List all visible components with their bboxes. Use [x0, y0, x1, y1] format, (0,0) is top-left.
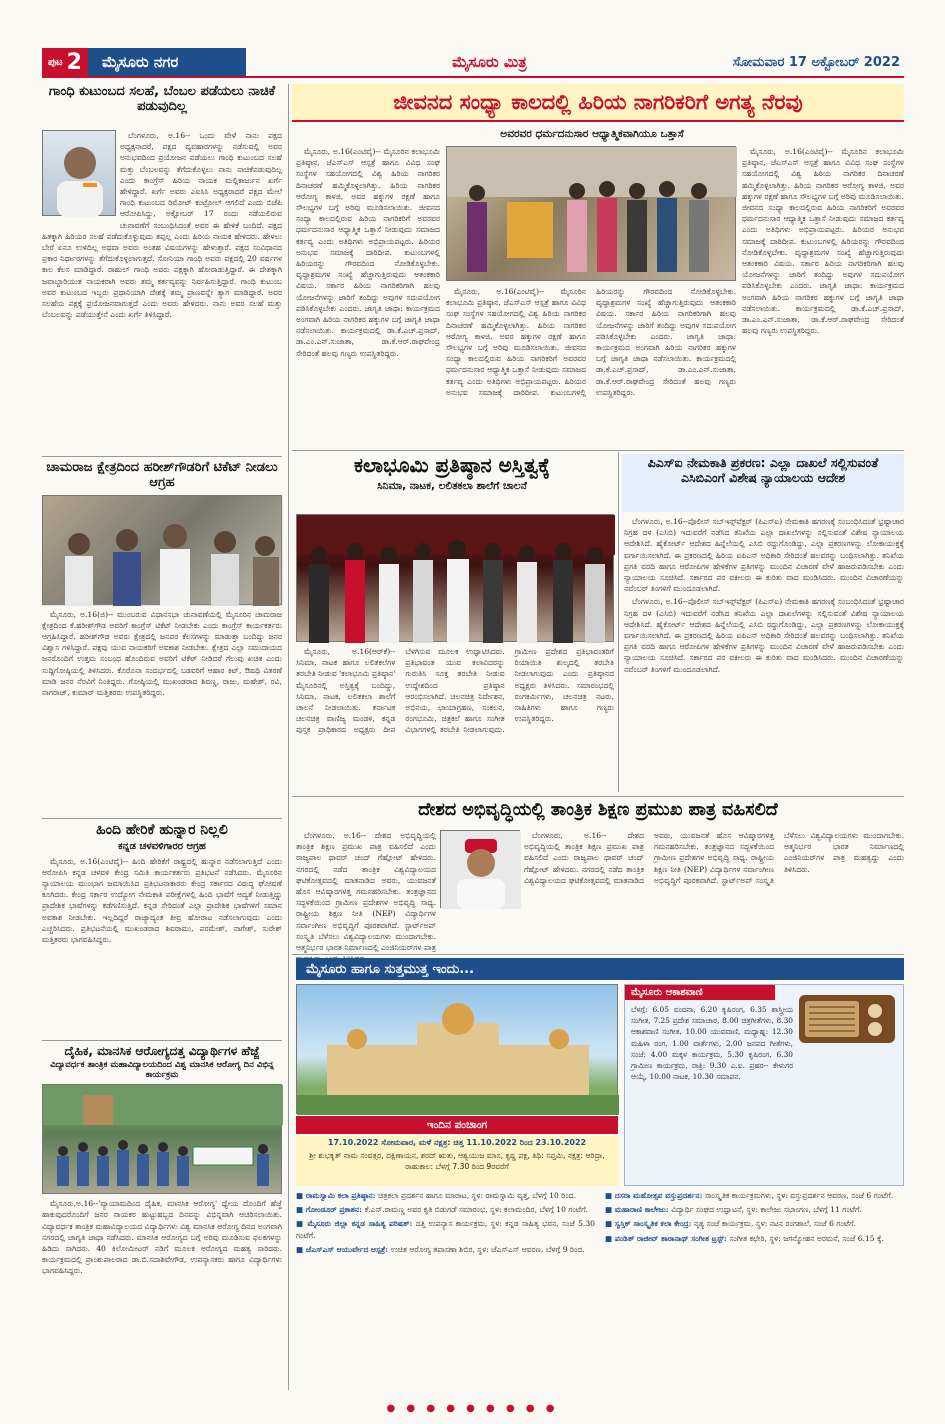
event-item [605, 1218, 904, 1229]
story-divider [292, 796, 904, 797]
page-header [42, 48, 904, 78]
kalabhumi-photo [296, 514, 614, 642]
event-item [605, 1233, 904, 1244]
kalabhumi-head [292, 454, 612, 510]
article-body: ಮೈಸೂರು, ಅ.16(ಎಂಟಿವೈ)-- ಹಿಂದಿ ಹೇರಿಕೆಗೆ ರಾಷ್ಟ್ರದಲ್ಲಿ ಹುನ್ನಾರ ನಡೆಸಲಾಗುತ್ತಿದೆ ಎಂದು ಆರೋಪಿಸಿ ಕನ್ನಡ ಚಳವಳಿ ಕೇಂದ್ರ ಸಮಿತಿ ಕಾರ್ಯಕರ್ತರು ಪ್ರತಿಭಟನೆ ನಡೆಸಿದರು. ಮೈಸೂರಿನ ನ್ಯಾಯಾಲಯ ಮುಂಭಾಗ ಜಮಾಯಿಸಿದ ಪ್ರತಿಭಟನಾಕಾರರು ಕೇಂದ್ರ ಸರ್ಕಾರದ ವಿರುದ್ಧ ಘೋಷಣೆ ಕೂಗಿದರು. ಕೇಂದ್ರ ಸರ್ಕಾರ ಉದ್ಯೋಗ ನೇಮಕಾತಿ ಪರೀಕ್ಷೆಗಳಲ್ಲಿ ಹಿಂದಿ ಭಾಷೆಗೆ ಆದ್ಯತೆ ನೀಡುತ್ತಿದ್ದು ಪ್ರಾದೇಶಿಕ ಭಾಷೆಗಳನ್ನು ಕಡೆಗಣಿಸುತ್ತಿದೆ. ಕನ್ನಡ ಸೇರಿದಂತೆ ಎಲ್ಲಾ ಪ್ರಾದೇಶಿಕ ಭಾಷೆಗಳಿಗೆ ಸಮಾನ ಅವಕಾಶ ನೀಡಬೇಕು. ಇಲ್ಲದಿದ್ದರೆ ರಾಜ್ಯಾದ್ಯಂತ ತೀವ್ರ ಹೋರಾಟ ನಡೆಸಲಾಗುವುದು ಎಂದು ಎಚ್ಚರಿಸಿದರು. ಪ್ರತಿಭಟನೆಯಲ್ಲಿ ಮುಖಂಡರಾದ ಶಿವರಾಮು, ಪರಮೇಶ್, ನಾಗೇಶ್, ಸುರೇಶ್ ಮತ್ತಿತರರು ಭಾಗವಹಿಸಿದ್ದರು. [42, 856, 282, 944]
story-gandhi [42, 84, 282, 454]
story-divider [42, 818, 282, 819]
tech-col-1: ಬೆಂಗಳೂರು, ಅ.16-- ದೇಶದ ಅಭಿವೃದ್ಧಿಯಲ್ಲಿ ತಾಂತ್ರಿಕ ಶಿಕ್ಷಣ ಪ್ರಮುಖ ಪಾತ್ರ ವಹಿಸಲಿದೆ ಎಂದು ರಾಜ್ಯಪಾಲ ಥಾವರ್ ಚಂದ್ ಗೆಹ್ಲೋಟ್ ಹೇಳಿದರು. ನಗರದಲ್ಲಿ ನಡೆದ ತಾಂತ್ರಿಕ ವಿಶ್ವವಿದ್ಯಾಲಯದ ಘಟಿಕೋತ್ಸವದಲ್ಲಿ ಮಾತನಾಡಿದ ಅವರು, ಯುವಜನತೆ ಹೊಸ ಆವಿಷ್ಕಾರಗಳತ್ತ ಗಮನಹರಿಸಬೇಕು. ತಂತ್ರಜ್ಞಾನದ ಸದ್ಬಳಕೆಯಿಂದ ಗ್ರಾಮೀಣ ಪ್ರದೇಶಗಳ ಅಭಿವೃದ್ಧಿ ಸಾಧ್ಯ. ರಾಷ್ಟ್ರೀಯ ಶಿಕ್ಷಣ ನೀತಿ (NEP) ವಿದ್ಯಾರ್ಥಿಗಳ ಸರ್ವಾಂಗೀಣ ಅಭಿವೃದ್ಧಿಗೆ ಪೂರಕವಾಗಿದೆ. ಸ್ಟಾರ್ಟ್‌ಅಪ್ ಸಂಸ್ಕೃತಿ ಬೆಳೆಸಲು ವಿಶ್ವವಿದ್ಯಾಲಯಗಳು ಮುಂದಾಗಬೇಕು. ಆತ್ಮನಿರ್ಭರ ಭಾರತ ನಿರ್ಮಾಣದಲ್ಲಿ ಎಂಜಿನಿಯರ್‌ಗಳ ಪಾತ್ರ [296, 831, 436, 953]
event-text: ವಿದ್ಯಾರ್ಥಿ ಸಂಘದ ಉದ್ಘಾಟನೆ, ಸ್ಥಳ: ಕಾಲೇಜು ಸಭಾಂಗಣ, ಬೆಳಗ್ಗೆ 11 ಗಂಟೆಗೆ. [671, 1205, 862, 1215]
event-text: ದತ್ತಿ ಉಪನ್ಯಾಸ ಕಾರ್ಯಕ್ರಮ, ಸ್ಥಳ: ಕನ್ನಡ ಸಾಹಿತ್ಯ ಭವನ, ಸಂಜೆ 5.30 ಗಂಟೆಗೆ. [296, 1219, 595, 1240]
article-body: ಮೈಸೂರು, ಅ.16(ಜಿ)-- ಮುಂಬರುವ ವಿಧಾನಸಭಾ ಚುನಾವಣೆಯಲ್ಲಿ ಮೈಸೂರಿನ ಚಾಮರಾಜ ಕ್ಷೇತ್ರದಿಂದ ಕೆ.ಹರೀಶ್‌ಗೌಡ ಅವರಿಗೆ ಕಾಂಗ್ರೆಸ್ ಟಿಕೆಟ್ ನೀಡಬೇಕು ಎಂದು ಕಾಂಗ್ರೆಸ್ ಕಾರ್ಯಕರ್ತರು ಆಗ್ರಹಿಸಿದ್ದಾರೆ. ಹರೀಶ್‌ಗೌಡ ಅವರು ಕ್ಷೇತ್ರದಲ್ಲಿ ಜನಪರ ಕೆಲಸಗಳನ್ನು ಮಾಡುತ್ತಾ ಬಂದಿದ್ದು ಜನರ ವಿಶ್ವಾಸ ಗಳಿಸಿದ್ದಾರೆ. ಪಕ್ಷವು ಯುವ ನಾಯಕರಿಗೆ ಅವಕಾಶ ನೀಡಬೇಕು. ಕ್ಷೇತ್ರದ ಎಲ್ಲಾ ಸಮುದಾಯದ ಜನರೊಂದಿಗೆ ಉತ್ತಮ ಸಂಬಂಧ ಹೊಂದಿರುವ ಅವರಿಗೆ ಟಿಕೆಟ್ ನೀಡಿದರೆ ಗೆಲುವು ಖಚಿತ ಎಂದು ಸುದ್ದಿಗೋಷ್ಠಿಯಲ್ಲಿ ತಿಳಿಸಿದರು. ಕೊರೊನಾ ಸಂದರ್ಭದಲ್ಲಿ ಬಡವರಿಗೆ ಆಹಾರ ಕಿಟ್, ಔಷಧಿ ವಿತರಣೆ ಮಾಡಿ ಜನರ ನೆರವಿಗೆ ನಿಂತಿದ್ದರು. ಗೋಷ್ಠಿಯಲ್ಲಿ ಮುಖಂಡರಾದ ಶಿವಣ್ಣ, ರಾಜು, ಮಹೇಶ್, ರವಿ, ನಾಗರಾಜ್, ಕುಮಾರ್ ಮತ್ತಿತರರು ಉಪಸ್ಥಿತರಿದ್ದರು. [42, 609, 282, 698]
event-title: ■ ಜೆಎಸ್‌ಎಸ್ ಆಯುರ್ವೇದ ಆಸ್ಪತ್ರೆ: [296, 1244, 391, 1254]
event-title: ■ ಪಂಡಿತ್ ರಾಜೀವ್ ತಾರಾನಾಥ್ ಸಂಗೀತ ಟ್ರಸ್ಟ್: [605, 1233, 730, 1243]
page-number: 2 [66, 49, 82, 75]
headline: ದೇಶದ ಅಭಿವೃದ್ಧಿಯಲ್ಲಿ ತಾಂತ್ರಿಕ ಶಿಕ್ಷಣ ಪ್ರಮುಖ ಪಾತ್ರ ವಹಿಸಲಿದೆ [418, 800, 778, 820]
event-text: ಸಾಂಸ್ಕೃತಿಕ ಕಾರ್ಯಕ್ರಮಗಳು, ಸ್ಥಳ: ವಸ್ತುಪ್ರದರ್ಶನ ಆವರಣ, ಸಂಜೆ 6 ಗಂಟೆಗೆ. [705, 1191, 894, 1200]
event-item [296, 1204, 595, 1215]
senior-col-1: ಮೈಸೂರು, ಅ.16(ಎಂಟಿವೈ)-- ಮೈಸೂರಿನ ಕಲಾಭೂಮಿ ಪ್ರತಿಷ್ಠಾನ, ಜೆಎಸ್‌ಎಸ್ ಆಸ್ಪತ್ರೆ ಹಾಗೂ ವಿವಿಧ ಸಂಘ ಸಂಸ್ಥೆಗಳ ಸಹಯೋಗದಲ್ಲಿ ವಿಶ್ವ ಹಿರಿಯ ನಾಗರಿಕರ ದಿನಾಚರಣೆ ಹಮ್ಮಿಕೊಳ್ಳಲಾಗಿತ್ತು. ಹಿರಿಯ ನಾಗರಿಕರ ಆರೋಗ್ಯ ಕಾಳಜಿ, ಅವರ ಹಕ್ಕುಗಳ ರಕ್ಷಣೆ ಹಾಗೂ ಸೌಲಭ್ಯಗಳ ಬಗ್ಗೆ ಅರಿವು ಮೂಡಿಸಲಾಯಿತು. ಜೀವನದ ಸಂಧ್ಯಾ ಕಾಲದಲ್ಲಿರುವ ಹಿರಿಯ ನಾಗರಿಕರಿಗೆ ಅವರವರ ಧರ್ಮದನುಸಾರ ಆಧ್ಯಾತ್ಮಿಕ ಒತ್ತಾಸೆ ನೀಡುವುದು ಸಮಾಜದ ಕರ್ತವ್ಯ ಎಂದು ಅತಿಥಿಗಳು ಅಭಿಪ್ರಾಯಪಟ್ಟರು. ಹಿರಿಯರ ಅನುಭವ ಸಮಾಜಕ್ಕೆ ದಾರಿದೀಪ. ಕುಟುಂಬಗಳಲ್ಲಿ ಹಿರಿಯರನ್ನು ಗೌರವದಿಂದ ನೋಡಿಕೊಳ್ಳಬೇಕು. ವೃದ್ಧಾಶ್ರಮಗಳ ಸಂಖ್ಯೆ ಹೆಚ್ಚಾಗುತ್ತಿರುವುದು ಆತಂಕಕಾರಿ ವಿಷಯ. ಸರ್ಕಾರ ಹಿರಿಯ ನಾಗರಿಕರಿಗಾಗಿ ಹಲವು ಯೋಜನೆಗಳನ್ನು ಜಾರಿಗೆ ತಂದಿದ್ದು ಅವುಗಳ ಸದುಪಯೋಗ ಪಡಿಸಿಕೊಳ್ಳಬೇಕು ಎಂದರು. ಜಾಗೃತಿ ಜಾಥಾ: ಕಾರ್ಯಕ್ರಮದ ಅಂಗವಾಗಿ ಹಿರಿಯ ನಾಗರಿಕರ ಹಕ್ಕುಗಳ ಬಗ್ಗೆ ಜಾಗೃತಿ ಜಾಥಾ ನಡೆಸಲಾಯಿತು. ಕಾರ್ಯಕ್ರಮದಲ್ಲಿ ಡಾ.ಕೆ.ಎಚ್.ಪ್ರಸಾದ್, ಡಾ.ಎಂ.ಎನ್.ಸುಜಾತಾ, ಡಾ.ಕೆ.ಆರ್.ರಾಘವೇಂದ್ರ ಸೇರಿದಂತೆ ಹಲವು ಗಣ್ಯರು ಉಪಸ್ಥಿತರಿದ್ದರು. [296, 147, 440, 358]
tech-col-2: ಬೆಂಗಳೂರು, ಅ.16-- ದೇಶದ ಅಭಿವೃದ್ಧಿಯಲ್ಲಿ ತಾಂತ್ರಿಕ ಶಿಕ್ಷಣ ಪ್ರಮುಖ ಪಾತ್ರ ವಹಿಸಲಿದೆ ಎಂದು ರಾಜ್ಯಪಾಲ ಥಾವರ್ ಚಂದ್ ಗೆಹ್ಲೋಟ್ ಹೇಳಿದರು. ನಗರದಲ್ಲಿ ನಡೆದ ತಾಂತ್ರಿಕ ವಿಶ್ವವಿದ್ಯಾಲಯದ ಘಟಿಕೋತ್ಸವದಲ್ಲಿ ಮಾತನಾಡಿದ ಅವರು, ಯುವಜನತೆ ಹೊಸ ಆವಿಷ್ಕಾರಗಳತ್ತ ಗಮನಹರಿಸಬೇಕು. ತಂತ್ರಜ್ಞಾನದ ಸದ್ಬಳಕೆಯಿಂದ ಗ್ರಾಮೀಣ ಪ್ರದೇಶಗಳ ಅಭಿವೃದ್ಧಿ ಸಾಧ್ಯ. ರಾಷ್ಟ್ರೀಯ ಶಿಕ್ಷಣ ನೀತಿ (NEP) ವಿದ್ಯಾರ್ಥಿಗಳ ಸರ್ವಾಂಗೀಣ ಅಭಿವೃದ್ಧಿಗೆ ಪೂರಕವಾಗಿದೆ. ಸ್ಟಾರ್ಟ್‌ಅಪ್ ಸಂಸ್ಕೃತಿ ಬೆಳೆಸಲು ವಿಶ್ವವಿದ್ಯಾಲಯಗಳು ಮುಂದಾಗಬೇಕು. ಆತ್ಮನಿರ್ಭರ ಭಾರತ ನಿರ್ಮಾಣದಲ್ಲಿ ಎಂಜಿನಿಯರ್‌ಗಳ ಪಾತ್ರ ಮಹತ್ವದ್ದು ಎಂದು ತಿಳಿಸಿದರು. [524, 831, 904, 885]
event-title: ■ ದಸರಾ ಮಹೋತ್ಸವ ವಸ್ತುಪ್ರದರ್ಶನ: [605, 1191, 706, 1200]
palace-photo [296, 984, 618, 1114]
event-title: ■ ರಾಮಸ್ವಾಮಿ ಕಲಾ ಪ್ರತಿಷ್ಠಾನ: [296, 1191, 379, 1200]
events [296, 1190, 904, 1255]
radio-icon [797, 989, 897, 1045]
event-text: ಸಂಗೀತ ಕಛೇರಿ, ಸ್ಥಳ: ಜಗನ್ಮೋಹನ ಅರಮನೆ, ಸಂಜೆ 6.15 ಕ್ಕೆ. [729, 1233, 884, 1243]
senior-event-photo [446, 146, 736, 281]
events-list [296, 1190, 904, 1388]
event-title: ■ ಸ್ವಸ್ತಿಕ್ ಸಾಂಸ್ಕೃತಿಕ ಕಲಾ ಕೇಂದ್ರ: [605, 1219, 695, 1229]
headline: ಚಾಮರಾಜ ಕ್ಷೇತ್ರದಿಂದ ಹರೀಶ್‌ಗೌಡರಿಗೆ ಟಿಕೆಟ್ ನೀಡಲು ಆಗ್ರಹ [46, 460, 278, 491]
event-item [605, 1190, 904, 1201]
event-title: ■ ಗೋಂಡೂರ್ ಪ್ರಕಾಶನ: [296, 1205, 365, 1215]
panchanga-box [296, 1136, 618, 1186]
panchanga-text: ಶ್ರೀ ಶುಭಕೃತ್ ನಾಮ ಸಂವತ್ಸರ, ದಕ್ಷಿಣಾಯನ, ಶರದ್ ಋತು, ಆಶ್ವಯುಜ ಮಾಸ, ಕೃಷ್ಣ ಪಕ್ಷ, ತಿಥಿ: ಸಪ್ತಮಿ, ನಕ್ಷತ್ರ: ಆರಿದ್ರಾ, ರಾಹುಕಾಲ: ಬೆಳಗ್ಗೆ 7.30 ರಿಂದ 9ರವರೆಗೆ [309, 1151, 605, 1171]
footer-dots: ● ● ● ● ● ● ● ● ● [386, 1403, 559, 1414]
story-mental-health [42, 1044, 282, 1389]
story-divider [292, 954, 904, 955]
governor-photo [440, 830, 520, 908]
panchanga-date: 17.10.2022 ಸೋಮವಾರ, ಮಳೆ ನಕ್ಷತ್ರ: ಚಿತ್ತ 11.10.2022 ರಿಂದ 23.10.2022 [327, 1138, 587, 1147]
article-body: ಬೆಂಗಳೂರು, ಅ.16-- ಒಂದು ವೇಳೆ ನಾನು ಪಕ್ಷದ ಅಧ್ಯಕ್ಷನಾದರೆ, ಪಕ್ಷದ ವ್ಯವಹಾರಗಳನ್ನು ನಡೆಸುವಲ್ಲಿ ಅವರ ಅನುಭವದಿಂದ ಪ್ರಯೋಜನ ಪಡೆಯಲು ಗಾಂಧಿ ಕುಟುಂಬದ ಸಲಹೆ ಮತ್ತು ಬೆಂಬಲವನ್ನು ತೆಗೆದುಕೊಳ್ಳಲು ನಾನು ನಾಚಿಕೆಪಡುವುದಿಲ್ಲ ಎಂದು ಕಾಂಗ್ರೆಸ್ ಹಿರಿಯ ನಾಯಕ ಮಲ್ಲಿಕಾರ್ಜುನ ಖರ್ಗೆ ಹೇಳಿದ್ದಾರೆ. ಖರ್ಗೆ ಅವರು ಎಐಸಿಸಿ ಅಧ್ಯಕ್ಷರಾದರೆ ಪಕ್ಷದ ಮೇಲೆ ಗಾಂಧಿ ಕುಟುಂಬದ ರಿಮೋಟ್ ಕಂಟ್ರೋಲ್ ಆಗಲಿದೆ ಎಂದು ಬಿಜೆಪಿ ಆರೋಪಿಸಿದ್ದು, ಅಕ್ಟೋಬರ್ 17 ರಂದು ನಡೆಯಲಿರುವ ಚುನಾವಣೆಗೆ ಸಂಬಂಧಿಸಿದಂತೆ ಅವರ ಈ ಹೇಳಿಕೆ ಬಂದಿದೆ. ಪಕ್ಷದ ಹಿತಕ್ಕಾಗಿ ಹಿರಿಯರ ಸಲಹೆ ಪಡೆದುಕೊಳ್ಳುವುದು ತಪ್ಪಲ್ಲ ಎಂದು ಹಿರಿಯ ನಾಯಕ ಹೇಳಿದರು. ಹೇಳಲು ಬೇರೆ ಏನೂ ಉಳಿದಿಲ್ಲ ಅಥವಾ ಅವರು ಅಂತಹ ವಿಷಯಗಳನ್ನು ಹೇಳುತ್ತಾರೆ. ಪಕ್ಷದ ಸಂವಿಧಾನದ ಪ್ರಕಾರ ನಿರ್ಧಾರಗಳನ್ನು ತೆಗೆದುಕೊಳ್ಳಲಾಗುತ್ತದೆ. ಸೋನಿಯಾ ಗಾಂಧಿ ಅವರು ಪಕ್ಷದಲ್ಲಿ 20 ವರ್ಷಗಳ ಕಾಲ ಕೆಲಸ ಮಾಡಿದ್ದಾರೆ. ರಾಹುಲ್ ಗಾಂಧಿ ಅವರು ಪಕ್ಷಕ್ಕಾಗಿ ಹೋರಾಡುತ್ತಿದ್ದಾರೆ. ಈ ದೇಶಕ್ಕಾಗಿ ಜವಾಬ್ದಾರಿಯುತ ನಾಯಕರಾಗಿ ಅವರು ತಮ್ಮ ಕರ್ತವ್ಯವನ್ನು ನಿರ್ವಹಿಸುತ್ತಿದ್ದಾರೆ. ಗಾಂಧಿ ಕುಟುಂಬ ಅವರ ಕುಟುಂಬದ ಇಬ್ಬರು ಪ್ರಧಾನಿಯಾಗಿ ದೇಶಕ್ಕೆ ತಮ್ಮ ಪ್ರಾಣವನ್ನೇ ತ್ಯಾಗ ಮಾಡಿದ್ದಾರೆ. ಅವರ ಸಲಹೆಯ ಪಕ್ಷಕ್ಕೆ ಪ್ರಯೋಜನವಾಗುತ್ತದೆ ಎಂದು ಅವರು ಹೇಳಿದರು. ನಾನು ಅವರ ಸಲಹೆ ಮತ್ತು ಬೆಂಬಲವನ್ನು ಪಡೆಯುತ್ತೇನೆ ಎಂದು ಖರ್ಗೆ ತಿಳಿಸಿದ್ದಾರೆ. [42, 131, 282, 320]
senior-col-2: ಮೈಸೂರು, ಅ.16(ಎಂಟಿವೈ)-- ಮೈಸೂರಿನ ಕಲಾಭೂಮಿ ಪ್ರತಿಷ್ಠಾನ, ಜೆಎಸ್‌ಎಸ್ ಆಸ್ಪತ್ರೆ ಹಾಗೂ ವಿವಿಧ ಸಂಘ ಸಂಸ್ಥೆಗಳ ಸಹಯೋಗದಲ್ಲಿ ವಿಶ್ವ ಹಿರಿಯ ನಾಗರಿಕರ ದಿನಾಚರಣೆ ಹಮ್ಮಿಕೊಳ್ಳಲಾಗಿತ್ತು. ಹಿರಿಯ ನಾಗರಿಕರ ಆರೋಗ್ಯ ಕಾಳಜಿ, ಅವರ ಹಕ್ಕುಗಳ ರಕ್ಷಣೆ ಹಾಗೂ ಸೌಲಭ್ಯಗಳ ಬಗ್ಗೆ ಅರಿವು ಮೂಡಿಸಲಾಯಿತು. ಜೀವನದ ಸಂಧ್ಯಾ ಕಾಲದಲ್ಲಿರುವ ಹಿರಿಯ ನಾಗರಿಕರಿಗೆ ಅವರವರ ಧರ್ಮದನುಸಾರ ಆಧ್ಯಾತ್ಮಿಕ ಒತ್ತಾಸೆ ನೀಡುವುದು ಸಮಾಜದ ಕರ್ತವ್ಯ ಎಂದು ಅತಿಥಿಗಳು ಅಭಿಪ್ರಾಯಪಟ್ಟರು. ಹಿರಿಯರ ಅನುಭವ ಸಮಾಜಕ್ಕೆ ದಾರಿದೀಪ. ಕುಟುಂಬಗಳಲ್ಲಿ ಹಿರಿಯರನ್ನು ಗೌರವದಿಂದ ನೋಡಿಕೊಳ್ಳಬೇಕು. ವೃದ್ಧಾಶ್ರಮಗಳ ಸಂಖ್ಯೆ ಹೆಚ್ಚಾಗುತ್ತಿರುವುದು ಆತಂಕಕಾರಿ ವಿಷಯ. ಸರ್ಕಾರ ಹಿರಿಯ ನಾಗರಿಕರಿಗಾಗಿ ಹಲವು ಯೋಜನೆಗಳನ್ನು ಜಾರಿಗೆ ತಂದಿದ್ದು ಅವುಗಳ ಸದುಪಯೋಗ ಪಡಿಸಿಕೊಳ್ಳಬೇಕು ಎಂದರು. ಜಾಗೃತಿ ಜಾಥಾ: ಕಾರ್ಯಕ್ರಮದ ಅಂಗವಾಗಿ ಹಿರಿಯ ನಾಗರಿಕರ ಹಕ್ಕುಗಳ ಬಗ್ಗೆ ಜಾಗೃತಿ ಜಾಥಾ ನಡೆಸಲಾಯಿತು. ಕಾರ್ಯಕ್ರಮದಲ್ಲಿ ಡಾ.ಕೆ.ಎಚ್.ಪ್ರಸಾದ್, ಡಾ.ಎಂ.ಎನ್.ಸುಜಾತಾ, ಡಾ.ಕೆ.ಆರ್.ರಾಘವೇಂದ್ರ ಸೇರಿದಂತೆ ಹಲವು ಗಣ್ಯರು ಉಪಸ್ಥಿತರಿದ್ದರು. [446, 287, 736, 397]
column-rule [618, 452, 619, 792]
issue-date: ಸೋಮವಾರ 17 ಅಕ್ಟೋಬರ್ 2022 [732, 54, 900, 70]
radio-schedule: ಬೆಳಗ್ಗೆ: 6.05 ವಂದನಾ, 6.20 ಕೃಷಿರಂಗ, 6.35 ಶಾಸ್ತ್ರೀಯ ಸಂಗೀತ, 7.25 ಪ್ರದೇಶ ಸಮಾಚಾರ, 8.00 ಚಿತ್ರಗೀತೆಗಳು, 8.30 ಆಕಾಶವಾಣಿ ಸಂಗೀತ, 10.00 ಯುವವಾಣಿ, ಮಧ್ಯಾಹ್ನ: 12.30 ಮಹಿಳಾ ರಂಗ, 1.00 ವಾರ್ತೆಗಳು, 2.00 ಜನಪದ ಗೀತೆಗಳು, ಸಂಜೆ: 4.00 ಮಕ್ಕಳ ಕಾರ್ಯಕ್ರಮ, 5.30 ಕೃಷಿರಂಗ, 6.30 ಗ್ರಾಮೀಣ ಕಾರ್ಯಕ್ರಮ, ರಾತ್ರಿ: 9.30 ಎ.ಐ. ಪ್ರಹರ-- ಕೇಳುಗರ ಆಯ್ಕೆ, 10.00 ನಾಟಕ, 10.30 ಸಮಾಪನ. [631, 1005, 793, 1082]
story-harish [42, 460, 282, 815]
headline: ದೈಹಿಕ, ಮಾನಸಿಕ ಆರೋಗ್ಯದತ್ತ ವಿದ್ಯಾರ್ಥಿಗಳ ಹೆಜ್ಜೆ [64, 1044, 260, 1058]
page-label: ಪುಟ [48, 56, 63, 68]
subheadline: ಅವರವರ ಧರ್ಮದನುಸಾರ ಆಧ್ಯಾತ್ಮಿಕವಾಗಿಯೂ ಒತ್ತಾಸೆ [500, 128, 684, 140]
event-item [296, 1244, 595, 1255]
headline: ಗಾಂಧಿ ಕುಟುಂಬದ ಸಲಹೆ, ಬೆಂಬಲ ಪಡೆಯಲು ನಾಚಿಕೆ ಪಡುವುದಿಲ್ಲ [48, 84, 276, 115]
psi-body: ಬೆಂಗಳೂರು, ಅ.16--ಪೊಲೀಸ್ ಸಬ್‌ಇನ್ಸ್‌ಪೆಕ್ಟರ್ (ಪಿಎಸ್‌ಐ) ನೇಮಕಾತಿ ಹಗರಣಕ್ಕೆ ಸಂಬಂಧಿಸಿದಂತೆ ಭ್ರಷ್ಟಾಚಾರ ನಿಗ್ರಹ ದಳ (ಎಸಿಬಿ) ಇದುವರೆಗೆ ನಡೆಸಿದ ತನಿಖೆಯ ಎಲ್ಲಾ ದಾಖಲೆಗಳನ್ನು ಸಲ್ಲಿಸುವಂತೆ ವಿಶೇಷ ನ್ಯಾಯಾಲಯ ಆದೇಶಿಸಿದೆ. ಹೈಕೋರ್ಟ್ ಆದೇಶದ ಹಿನ್ನೆಲೆಯಲ್ಲಿ ಎಸಿಬಿ ರದ್ದುಗೊಂಡಿದ್ದು, ಎಲ್ಲಾ ಪ್ರಕರಣಗಳನ್ನು ಲೋಕಾಯುಕ್ತಕ್ಕೆ ವರ್ಗಾಯಿಸಲಾಗಿದೆ. ಈ ಪ್ರಕರಣದಲ್ಲಿ ಹಿರಿಯ ಐಪಿಎಸ್ ಅಧಿಕಾರಿ ಸೇರಿದಂತೆ ಹಲವರನ್ನು ಬಂಧಿಸಲಾಗಿತ್ತು. ತನಿಖೆಯ ಪ್ರಗತಿ ವರದಿ ಹಾಗೂ ಆರೋಪಿಗಳ ಹೇಳಿಕೆಗಳ ಪ್ರತಿಗಳನ್ನು ಮುಂದಿನ ವಿಚಾರಣೆ ವೇಳೆ ಹಾಜರುಪಡಿಸಬೇಕು ಎಂದು ನ್ಯಾಯಾಲಯ ಸೂಚಿಸಿದೆ. ಸರ್ಕಾರದ ಪರ ವಕೀಲರು ಈ ಕುರಿತು ವಾದ ಮಂಡಿಸಿದರು. ಮುಂದಿನ ವಿಚಾರಣೆಯನ್ನು ನವೆಂಬರ್ ತಿಂಗಳಿಗೆ ಮುಂದೂಡಲಾಗಿದೆ. ಬೆಂಗಳೂರು, ಅ.16--ಪೊಲೀಸ್ ಸಬ್‌ಇನ್ಸ್‌ಪೆಕ್ಟರ್ (ಪಿಎಸ್‌ಐ) ನೇಮಕಾತಿ ಹಗರಣಕ್ಕೆ ಸಂಬಂಧಿಸಿದಂತೆ ಭ್ರಷ್ಟಾಚಾರ ನಿಗ್ರಹ ದಳ (ಎಸಿಬಿ) ಇದುವರೆಗೆ ನಡೆಸಿದ ತನಿಖೆಯ ಎಲ್ಲಾ ದಾಖಲೆಗಳನ್ನು ಸಲ್ಲಿಸುವಂತೆ ವಿಶೇಷ ನ್ಯಾಯಾಲಯ ಆದೇಶಿಸಿದೆ. ಹೈಕೋರ್ಟ್ ಆದೇಶದ ಹಿನ್ನೆಲೆಯಲ್ಲಿ ಎಸಿಬಿ ರದ್ದುಗೊಂಡಿದ್ದು, ಎಲ್ಲಾ ಪ್ರಕರಣಗಳನ್ನು ಲೋಕಾಯುಕ್ತಕ್ಕೆ ವರ್ಗಾಯಿಸಲಾಗಿದೆ. ಈ ಪ್ರಕರಣದಲ್ಲಿ ಹಿರಿಯ ಐಪಿಎಸ್ ಅಧಿಕಾರಿ ಸೇರಿದಂತೆ ಹಲವರನ್ನು ಬಂಧಿಸಲಾಗಿತ್ತು. ತನಿಖೆಯ ಪ್ರಗತಿ ವರದಿ ಹಾಗೂ ಆರೋಪಿಗಳ ಹೇಳಿಕೆಗಳ ಪ್ರತಿಗಳನ್ನು ಮುಂದಿನ ವಿಚಾರಣೆ ವೇಳೆ ಹಾಜರುಪಡಿಸಬೇಕು ಎಂದು ನ್ಯಾಯಾಲಯ ಸೂಚಿಸಿದೆ. ಸರ್ಕಾರದ ಪರ ವಕೀಲರು ಈ ಕುರಿತು ವಾದ ಮಂಡಿಸಿದರು. ಮುಂದಿನ ವಿಚಾರಣೆಯನ್ನು ನವೆಂಬರ್ ತಿಂಗಳಿಗೆ ಮುಂದೂಡಲಾಗಿದೆ. [624, 517, 904, 674]
tech-head [292, 800, 904, 826]
subheadline: ಸಿನಿಮಾ, ನಾಟಕ, ಲಲಿತಕಲಾ ಶಾಲೆಗೆ ಚಾಲನೆ [377, 479, 527, 492]
subheadline: ಕನ್ನಡ ಚಳವಳಿಗಾರರ ಆಗ್ರಹ [118, 840, 206, 852]
event-title: ■ ಮಹಾರಾಣಿ ಕಾಲೇಜು: [605, 1205, 672, 1215]
radio-box [624, 984, 904, 1186]
story-divider [42, 456, 282, 457]
headline: ಪಿಎಸ್‌ಐ ನೇಮಕಾತಿ ಪ್ರಕರಣ: ಎಲ್ಲಾ ದಾಖಲೆ ಸಲ್ಲಿಸುವಂತೆ ಎಸಿಬಿಎಂಗೆ ವಿಶೇಷ ನ್ಯಾಯಾಲಯ ಆದೇಶ [647, 455, 879, 485]
event-text: ಕೆ.ಎಸ್.ರಾಮಣ್ಣ ಅವರ ಕೃತಿ ಬಿಡುಗಡೆ ಸಮಾರಂಭ, ಸ್ಥಳ: ಕಲಾಮಂದಿರ, ಬೆಳಗ್ಗೆ 10 ಗಂಟೆಗೆ. [364, 1205, 588, 1215]
section-name: ಮೈಸೂರು ನಗರ [88, 48, 246, 76]
event-item [296, 1190, 595, 1201]
headline: ಜೀವನದ ಸಂಧ್ಯಾ ಕಾಲದಲ್ಲಿ ಹಿರಿಯ ನಾಗರಿಕರಿಗೆ ಅಗತ್ಯ ನೆರವು [393, 90, 803, 114]
headline: ಹಿಂದಿ ಹೇರಿಕೆ ಹುನ್ನಾರ ನಿಲ್ಲಲಿ [96, 822, 228, 838]
event-title: ■ ಮೈಸೂರು ಜಿಲ್ಲಾ ಕನ್ನಡ ಸಾಹಿತ್ಯ ಪರಿಷತ್: [296, 1219, 416, 1229]
psi-head [622, 454, 904, 512]
event-text: ಚಿತ್ರಕಲಾ ಪ್ರದರ್ಶನ ಹಾಗೂ ಮಾರಾಟ, ಸ್ಥಳ: ರಾಮಸ್ವಾಮಿ ವೃತ್ತ, ಬೆಳಗ್ಗೆ 10 ರಿಂದ. [378, 1191, 576, 1200]
column-rule [288, 84, 289, 1390]
page-number-box [42, 48, 88, 76]
story-hindi [42, 822, 282, 1037]
protest-photo [42, 495, 282, 605]
headline: ಕಲಾಭೂಮಿ ಪ್ರತಿಷ್ಠಾನ ಅಸ್ತಿತ್ವಕ್ಕೆ [354, 453, 550, 477]
article-body: ಮೈಸೂರು,ಅ.16--'ವ್ಯಾಯಾಮದಿಂದ ದೈಹಿಕ, ಮಾನಸಿಕ ಆರೋಗ್ಯ' ಧ್ಯೇಯ ದೊಂದಿಗೆ ಹೆಜ್ಜೆ ಹಾಕುವುದರೊಂದಿಗೆ ಜನರ ನಾಯಕರ ಹುಟ್ಟುಹಬ್ಬದ ದಿನವನ್ನು ವಿಭಿನ್ನವಾಗಿ ಆಚರಿಸಲಾಯಿತು. ವಿದ್ಯಾವರ್ಧಕ ತಾಂತ್ರಿಕ ಮಹಾವಿದ್ಯಾಲಯದ ವಿದ್ಯಾರ್ಥಿಗಳು ವಿಶ್ವ ಮಾನಸಿಕ ಆರೋಗ್ಯ ದಿನದ ಅಂಗವಾಗಿ ನಗರದಲ್ಲಿ ಜಾಗೃತಿ ಜಾಥಾ ನಡೆಸಿದರು. ಮಾನಸಿಕ ಆರೋಗ್ಯದ ಬಗ್ಗೆ ಅರಿವು ಮೂಡಿಸುವ ಫಲಕಗಳನ್ನು ಹಿಡಿದು ಸಾಗಿದರು. 40 ಕಿಲೋಮೀಟರ್ ನಡಿಗೆ ಮೂಲಕ ಆರೋಗ್ಯದ ಮಹತ್ವ ಸಾರಿದರು. ಕಾರ್ಯಕ್ರಮದಲ್ಲಿ ಪ್ರಾಂಶುಪಾಲರಾದ ಡಾ.ಬಿ.ಸದಾಶಿವೇಗೌಡ, ಉಪನ್ಯಾಸಕರು ಹಾಗೂ ವಿದ್ಯಾರ್ಥಿಗಳು ಭಾಗವಹಿಸಿದ್ದರು. [42, 1199, 282, 1276]
subheadline: ವಿದ್ಯಾವರ್ಧಕ ತಾಂತ್ರಿಕ ಮಹಾವಿದ್ಯಾಲಯದಿಂದ ವಿಶ್ವ ಮಾನಸಿಕ ಆರೋಗ್ಯ ದಿನ ವಿಭಿನ್ನ ಕಾರ್ಯಕ್ರಮ [50, 1060, 274, 1081]
event-item [605, 1204, 904, 1215]
story-divider [42, 1040, 282, 1041]
kalabhumi-body: ಮೈಸೂರು, ಅ.16(ಆರ್‌ಕೆ)-- ಸಿನಿಮಾ, ನಾಟಕ ಹಾಗೂ ಲಲಿತಕಲೆಗಳ ತರಬೇತಿ ನೀಡುವ 'ಕಲಾಭೂಮಿ ಪ್ರತಿಷ್ಠಾನ' ಮೈಸೂರಿನಲ್ಲಿ ಅಸ್ತಿತ್ವಕ್ಕೆ ಬಂದಿದ್ದು, ಸಿನಿಮಾ, ನಾಟಕ, ಲಲಿತಕಲಾ ಶಾಲೆಗೆ ಚಾಲನೆ ನೀಡಲಾಯಿತು. ಕರ್ನಾಟಕ ಚಲನಚಿತ್ರ ವಾಣಿಜ್ಯ ಮಂಡಳಿ, ಕನ್ನಡ ಪುಸ್ತಕ ಪ್ರಾಧಿಕಾರದ ಅಧ್ಯಕ್ಷರು ದೀಪ ಬೆಳಗಿಸುವ ಮೂಲಕ ಉದ್ಘಾಟಿಸಿದರು. ಪ್ರತಿಭಾವಂತ ಯುವ ಕಲಾವಿದರನ್ನು ಗುರುತಿಸಿ ಸೂಕ್ತ ತರಬೇತಿ ನೀಡುವ ಉದ್ದೇಶದಿಂದ ಪ್ರತಿಷ್ಠಾನ ಆರಂಭಿಸಲಾಗಿದೆ. ಚಲನಚಿತ್ರ ನಿರ್ದೇಶನ, ಅಭಿನಯ, ಛಾಯಾಗ್ರಹಣ, ಸಂಕಲನ, ರಂಗಭೂಮಿ, ಚಿತ್ರಕಲೆ ಹಾಗೂ ಸಂಗೀತ ವಿಭಾಗಗಳಲ್ಲಿ ತರಬೇತಿ ನೀಡಲಾಗುವುದು. ಗ್ರಾಮೀಣ ಪ್ರದೇಶದ ಪ್ರತಿಭಾವಂತರಿಗೆ ರಿಯಾಯಿತಿ ಶುಲ್ಕದಲ್ಲಿ ತರಬೇತಿ ನೀಡಲಾಗುವುದು ಎಂದು ಪ್ರತಿಷ್ಠಾನದ ಅಧ್ಯಕ್ಷರು ತಿಳಿಸಿದರು. ಸಮಾರಂಭದಲ್ಲಿ ರಂಗಕರ್ಮಿಗಳು, ಚಲನಚಿತ್ರ ನಟರು, ಸಾಹಿತಿಗಳು ಹಾಗೂ ಗಣ್ಯರು ಉಪಸ್ಥಿತರಿದ್ದರು. [296, 647, 614, 735]
event-text: ಉಚಿತ ಆರೋಗ್ಯ ತಪಾಸಣಾ ಶಿಬಿರ, ಸ್ಥಳ: ಜೆಎಸ್‌ಎಸ್ ಆವರಣ, ಬೆಳಗ್ಗೆ 9 ರಿಂದ. [390, 1244, 585, 1254]
banner-senior [292, 84, 904, 122]
panchanga-title: ಇಂದಿನ ಪಂಚಾಂಗ [296, 1116, 618, 1134]
students-photo [42, 1084, 282, 1194]
senior-col-3: ಮೈಸೂರು, ಅ.16(ಎಂಟಿವೈ)-- ಮೈಸೂರಿನ ಕಲಾಭೂಮಿ ಪ್ರತಿಷ್ಠಾನ, ಜೆಎಸ್‌ಎಸ್ ಆಸ್ಪತ್ರೆ ಹಾಗೂ ವಿವಿಧ ಸಂಘ ಸಂಸ್ಥೆಗಳ ಸಹಯೋಗದಲ್ಲಿ ವಿಶ್ವ ಹಿರಿಯ ನಾಗರಿಕರ ದಿನಾಚರಣೆ ಹಮ್ಮಿಕೊಳ್ಳಲಾಗಿತ್ತು. ಹಿರಿಯ ನಾಗರಿಕರ ಆರೋಗ್ಯ ಕಾಳಜಿ, ಅವರ ಹಕ್ಕುಗಳ ರಕ್ಷಣೆ ಹಾಗೂ ಸೌಲಭ್ಯಗಳ ಬಗ್ಗೆ ಅರಿವು ಮೂಡಿಸಲಾಯಿತು. ಜೀವನದ ಸಂಧ್ಯಾ ಕಾಲದಲ್ಲಿರುವ ಹಿರಿಯ ನಾಗರಿಕರಿಗೆ ಅವರವರ ಧರ್ಮದನುಸಾರ ಆಧ್ಯಾತ್ಮಿಕ ಒತ್ತಾಸೆ ನೀಡುವುದು ಸಮಾಜದ ಕರ್ತವ್ಯ ಎಂದು ಅತಿಥಿಗಳು ಅಭಿಪ್ರಾಯಪಟ್ಟರು. ಹಿರಿಯರ ಅನುಭವ ಸಮಾಜಕ್ಕೆ ದಾರಿದೀಪ. ಕುಟುಂಬಗಳಲ್ಲಿ ಹಿರಿಯರನ್ನು ಗೌರವದಿಂದ ನೋಡಿಕೊಳ್ಳಬೇಕು. ವೃದ್ಧಾಶ್ರಮಗಳ ಸಂಖ್ಯೆ ಹೆಚ್ಚಾಗುತ್ತಿರುವುದು ಆತಂಕಕಾರಿ ವಿಷಯ. ಸರ್ಕಾರ ಹಿರಿಯ ನಾಗರಿಕರಿಗಾಗಿ ಹಲವು ಯೋಜನೆಗಳನ್ನು ಜಾರಿಗೆ ತಂದಿದ್ದು ಅವುಗಳ ಸದುಪಯೋಗ ಪಡಿಸಿಕೊಳ್ಳಬೇಕು ಎಂದರು. ಜಾಗೃತಿ ಜಾಥಾ: ಕಾರ್ಯಕ್ರಮದ ಅಂಗವಾಗಿ ಹಿರಿಯ ನಾಗರಿಕರ ಹಕ್ಕುಗಳ ಬಗ್ಗೆ ಜಾಗೃತಿ ಜಾಥಾ ನಡೆಸಲಾಯಿತು. ಕಾರ್ಯಕ್ರಮದಲ್ಲಿ ಡಾ.ಕೆ.ಎಚ್.ಪ್ರಸಾದ್, ಡಾ.ಎಂ.ಎನ್.ಸುಜಾತಾ, ಡಾ.ಕೆ.ಆರ್.ರಾಘವೇಂದ್ರ ಸೇರಿದಂತೆ ಹಲವು ಗಣ್ಯರು ಉಪಸ್ಥಿತರಿದ್ದರು. [742, 147, 905, 336]
paper-name: ಮೈಸೂರು ಮಿತ್ರ [451, 53, 527, 71]
today-title: ಮೈಸೂರು ಹಾಗೂ ಸುತ್ತಮುತ್ತ ಇಂದು... [296, 958, 904, 980]
event-item [296, 1218, 595, 1240]
radio-title: ಮೈಸೂರು ಆಕಾಶವಾಣಿ [625, 985, 775, 1000]
story-divider [292, 450, 904, 451]
event-text: ನೃತ್ಯ ಸಂಜೆ ಕಾರ್ಯಕ್ರಮ, ಸ್ಥಳ: ನಟನ ರಂಗಶಾಲೆ, ಸಂಜೆ 6 ಗಂಟೆಗೆ. [694, 1219, 856, 1229]
